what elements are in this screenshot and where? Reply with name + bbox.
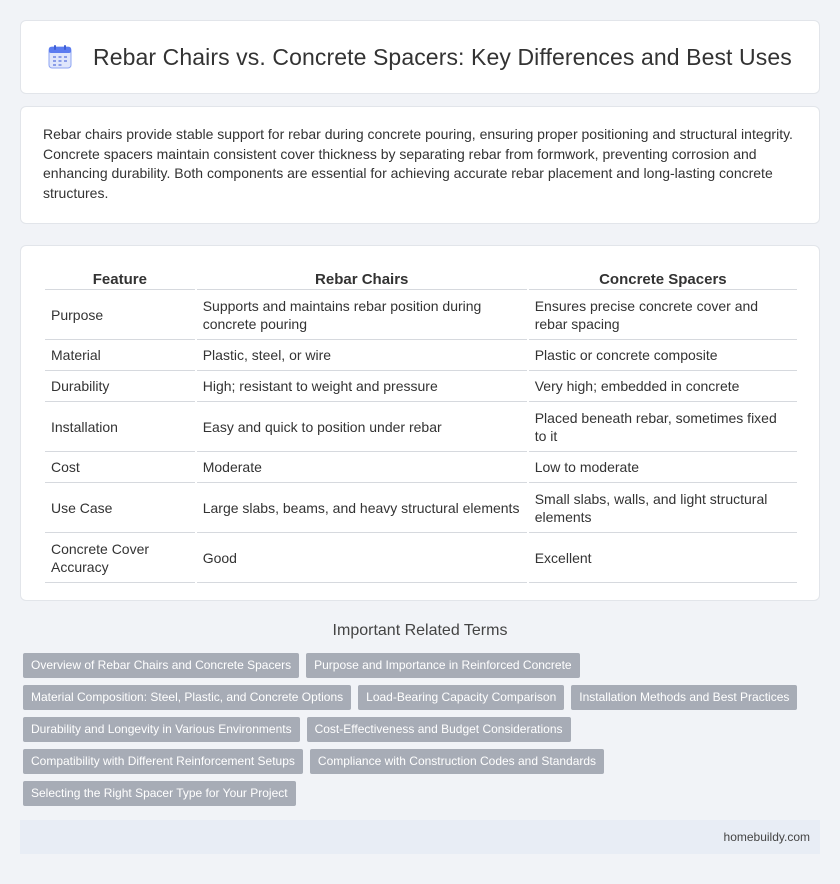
related-terms-title: Important Related Terms <box>332 622 508 639</box>
intro-card <box>20 106 820 224</box>
table-row <box>45 483 797 533</box>
table-row <box>45 290 797 340</box>
header-rebar-chairs: Rebar Chairs <box>197 268 527 290</box>
cell-rebar-chairs: Plastic, steel, or wire <box>197 340 527 371</box>
cell-rebar-chairs: Moderate <box>197 452 527 483</box>
table-header-row <box>45 268 797 290</box>
footer <box>20 820 820 854</box>
cell-rebar-chairs: Supports and maintains rebar position during concrete pouring <box>197 290 527 340</box>
table-row <box>45 402 797 452</box>
related-term-tag[interactable]: Compliance with Construction Codes and Standards <box>310 749 604 774</box>
related-term-tag[interactable]: Compatibility with Different Reinforcement Setups <box>23 749 303 774</box>
related-term-tag[interactable]: Durability and Longevity in Various Environments <box>23 717 300 742</box>
related-terms-tags <box>23 653 823 813</box>
cell-concrete-spacers: Small slabs, walls, and light structural elements <box>529 483 797 533</box>
comparison-table-card <box>20 245 820 601</box>
cell-rebar-chairs: Good <box>197 533 527 583</box>
cell-feature: Installation <box>45 402 195 452</box>
cell-feature: Durability <box>45 371 195 402</box>
comparison-table <box>43 268 799 583</box>
table-row <box>45 340 797 371</box>
cell-rebar-chairs: High; resistant to weight and pressure <box>197 371 527 402</box>
related-term-tag[interactable]: Load-Bearing Capacity Comparison <box>358 685 564 710</box>
related-term-tag[interactable]: Material Composition: Steel, Plastic, and Concrete Options <box>23 685 351 710</box>
table-row <box>45 533 797 583</box>
cell-rebar-chairs: Easy and quick to position under rebar <box>197 402 527 452</box>
header-concrete-spacers: Concrete Spacers <box>529 268 797 290</box>
related-term-tag[interactable]: Overview of Rebar Chairs and Concrete Spacers <box>23 653 299 678</box>
cell-feature: Cost <box>45 452 195 483</box>
related-term-tag[interactable]: Purpose and Importance in Reinforced Concrete <box>306 653 579 678</box>
cell-feature: Use Case <box>45 483 195 533</box>
cell-feature: Purpose <box>45 290 195 340</box>
cell-rebar-chairs: Large slabs, beams, and heavy structural elements <box>197 483 527 533</box>
cell-concrete-spacers: Excellent <box>529 533 797 583</box>
related-term-tag[interactable]: Installation Methods and Best Practices <box>571 685 797 710</box>
cell-feature: Material <box>45 340 195 371</box>
table-row <box>45 452 797 483</box>
cell-concrete-spacers: Low to moderate <box>529 452 797 483</box>
cell-feature: Concrete Cover Accuracy <box>45 533 195 583</box>
cell-concrete-spacers: Placed beneath rebar, sometimes fixed to it <box>529 402 797 452</box>
calendar-icon <box>47 44 73 70</box>
header-card <box>20 20 820 94</box>
cell-concrete-spacers: Ensures precise concrete cover and rebar spacing <box>529 290 797 340</box>
cell-concrete-spacers: Very high; embedded in concrete <box>529 371 797 402</box>
related-term-tag[interactable]: Cost-Effectiveness and Budget Considerations <box>307 717 571 742</box>
footer-site-link[interactable]: homebuildy.com <box>723 830 810 844</box>
cell-concrete-spacers: Plastic or concrete composite <box>529 340 797 371</box>
related-term-tag[interactable]: Selecting the Right Spacer Type for Your Project <box>23 781 296 806</box>
header-feature: Feature <box>45 268 195 290</box>
table-row <box>45 371 797 402</box>
page-title: Rebar Chairs vs. Concrete Spacers: Key Differences and Best Uses <box>93 43 792 70</box>
intro-text: Rebar chairs provide stable support for rebar during concrete pouring, ensuring proper positioning and structural integrity. Concrete spacers maintain consistent cover thickness by separating rebar from formwork, preventing corrosion and enhancing durability. Both components are essential for achieving accurate rebar placement and long-lasting concrete structures. <box>43 126 793 201</box>
